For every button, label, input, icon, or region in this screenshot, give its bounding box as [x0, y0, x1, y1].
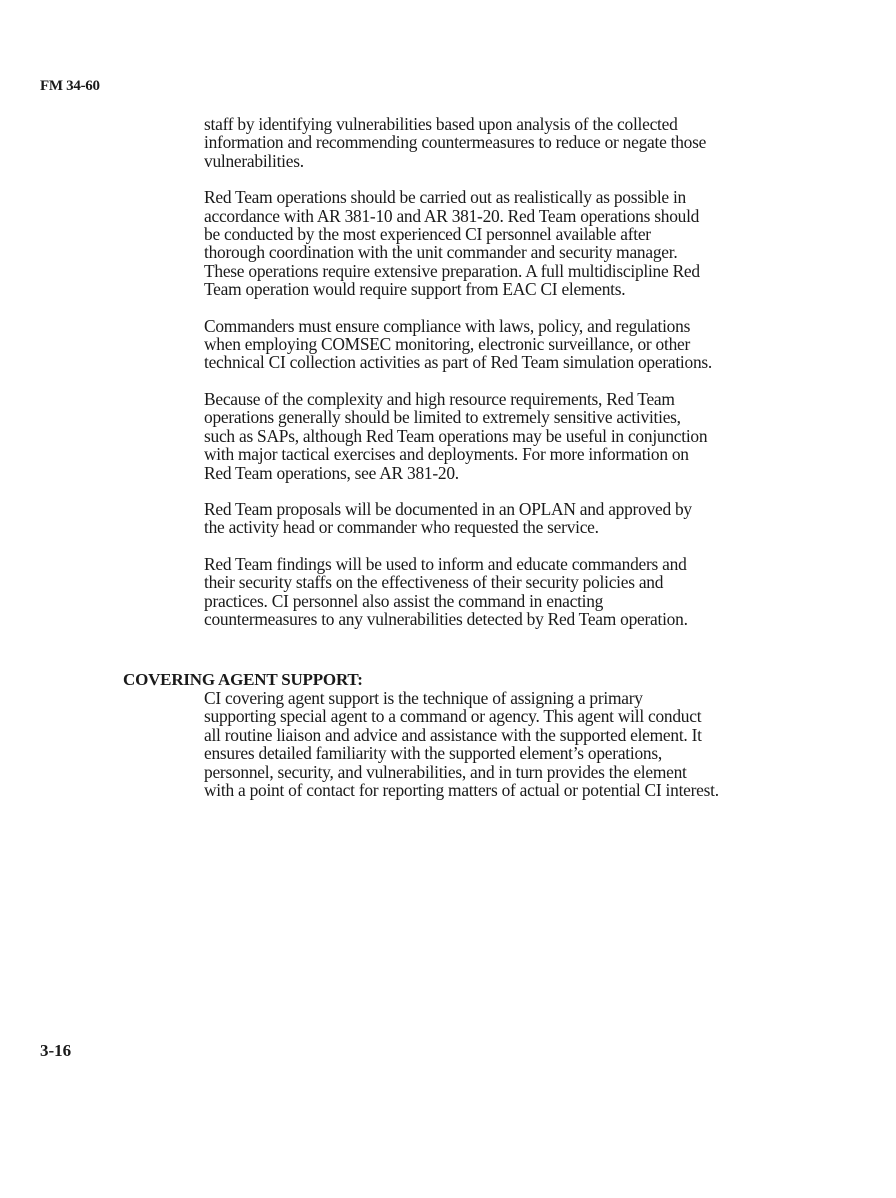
- paragraph-complexity: [204, 390, 764, 482]
- text-line: personnel, security, and vulnerabilities, and in turn provides the element: [204, 761, 687, 782]
- section-heading-covering-agent: COVERING AGENT SUPPORT:: [123, 670, 363, 689]
- paragraph-proposals: [204, 500, 764, 537]
- text-line: all routine liaison and advice and assistance with the supported element. It: [204, 724, 702, 745]
- text-line: countermeasures to any vulnerabilities detected by Red Team operation.: [204, 608, 688, 629]
- text-line: These operations require extensive preparation. A full multidiscipline Red: [204, 260, 700, 281]
- text-line: staff by identifying vulnerabilities based upon analysis of the collected: [204, 114, 678, 134]
- text-line: with a point of contact for reporting matters of actual or potential CI interest.: [204, 780, 719, 801]
- text-line: Because of the complexity and high resource requirements, Red Team: [204, 388, 675, 409]
- text-line: Commanders must ensure compliance with laws, policy, and regulations: [204, 315, 691, 336]
- text-line: the activity head or commander who requested the service.: [204, 517, 599, 538]
- text-line: their security staffs on the effectiveness of their security policies and: [204, 572, 664, 593]
- text-line: with major tactical exercises and deployments. For more information on: [204, 444, 689, 465]
- text-line: information and recommending countermeasures to reduce or negate those: [204, 132, 707, 153]
- text-line: thorough coordination with the unit commander and security manager.: [204, 242, 678, 263]
- text-line: when employing COMSEC monitoring, electronic surveillance, or other: [204, 334, 691, 355]
- body-text-column: [204, 115, 764, 646]
- section-body-covering-agent: [204, 689, 764, 817]
- text-line: Red Team findings will be used to inform and educate commanders and: [204, 553, 687, 574]
- text-line: Team operation would require support from EAC CI elements.: [204, 279, 626, 300]
- text-line: supporting special agent to a command or agency. This agent will conduct: [204, 706, 702, 727]
- text-line: Red Team operations should be carried out as realistically as possible in: [204, 187, 686, 208]
- text-line: practices. CI personnel also assist the command in enacting: [204, 590, 604, 611]
- paragraph-red-team-realism: [204, 188, 764, 298]
- paragraph-vulnerabilities: [204, 115, 764, 170]
- paragraph-commander-compliance: [204, 317, 764, 372]
- text-line: ensures detailed familiarity with the supported element’s operations,: [204, 743, 662, 764]
- paragraph-covering-agent: [204, 689, 764, 799]
- text-line: be conducted by the most experienced CI personnel available after: [204, 224, 651, 245]
- text-line: operations generally should be limited to extremely sensitive activities,: [204, 407, 681, 428]
- page-number: 3-16: [40, 1041, 72, 1060]
- text-line: vulnerabilities.: [204, 150, 304, 171]
- text-line: accordance with AR 381-10 and AR 381-20. Red Team operations should: [204, 205, 700, 226]
- text-line: Red Team operations, see AR 381-20.: [204, 462, 459, 483]
- text-line: such as SAPs, although Red Team operations may be useful in conjunction: [204, 425, 708, 446]
- paragraph-findings: [204, 555, 764, 629]
- text-line: Red Team proposals will be documented in an OPLAN and approved by: [204, 498, 692, 519]
- document-id-header: FM 34-60: [40, 78, 100, 94]
- text-line: CI covering agent support is the technique of assigning a primary: [204, 688, 643, 708]
- text-line: technical CI collection activities as part of Red Team simulation operations.: [204, 352, 713, 373]
